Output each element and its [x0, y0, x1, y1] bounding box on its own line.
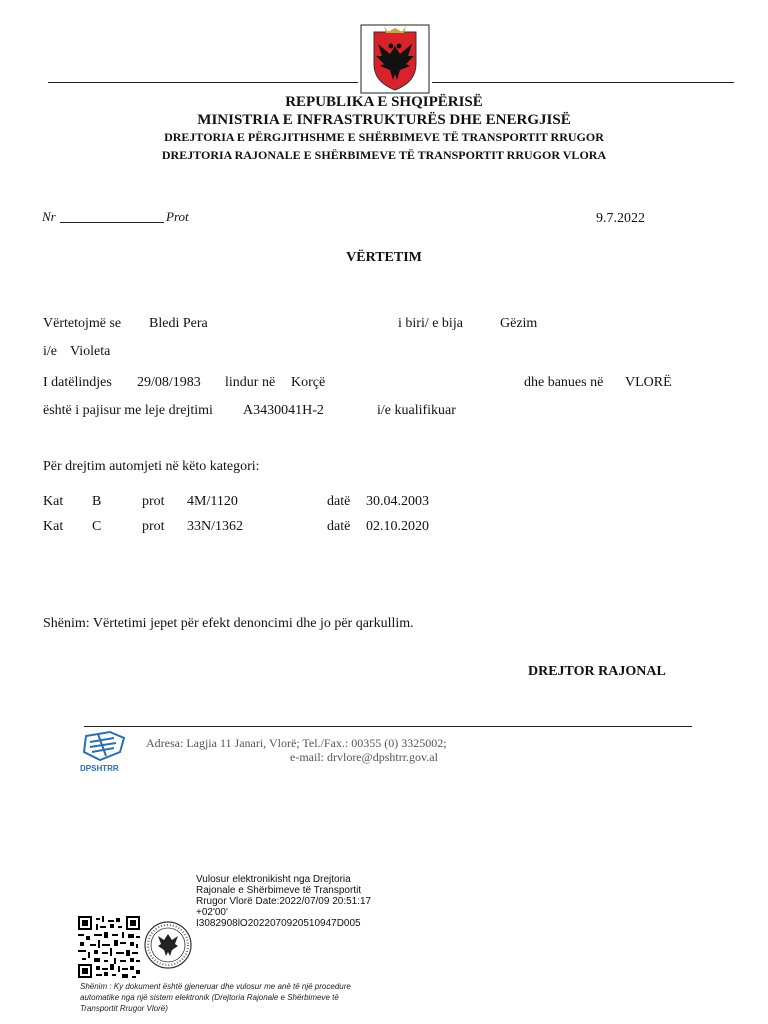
license-label: është i pajisur me leje drejtimi [43, 403, 213, 418]
birth-date: 29/08/1983 [137, 375, 201, 390]
kat-label: Kat [43, 519, 64, 534]
date-value: 02.10.2020 [366, 519, 429, 534]
certify-label: Vërtetojmë se [43, 316, 122, 331]
header-line-right [432, 82, 734, 83]
resides-label: dhe banues në [524, 375, 604, 390]
prot-label: Prot [166, 209, 189, 224]
kat-label: Kat [43, 494, 64, 509]
logo-text: DPSHTRR [80, 764, 119, 773]
footer-note: Shënim : Ky dokument është gjeneruar dhe vulosur me anë të një procedure automatike nga një sistem elektronik (Drejtoria Rajonale e Shërbimeve të Transportit Rrugor Vlorë) [80, 982, 351, 1013]
round-seal-icon [143, 920, 193, 970]
e-seal-text: Vulosur elektronikisht nga Drejtoria Rajonale e Shërbimeve të Transportit Rrugor Vlorë Date:2022/07/09 20:51:17 +02'00' I3082908lO2022070920510947D005 [196, 874, 372, 929]
note-text: Shënim: Vërtetimi jepet për efekt denoncimi dhe jo për qarkullim. [43, 616, 414, 631]
nr-label: Nr [42, 209, 56, 224]
person-name: Bledi Pera [149, 316, 208, 331]
birth-label: I datëlindjes [43, 375, 112, 390]
mother-label: i/e [43, 344, 57, 359]
directorate-regional-heading: DREJTORIA RAJONALE E SHËRBIMEVE TË TRANSPORTIT RRUGOR VLORA [161, 148, 607, 162]
date-label: datë [327, 519, 351, 534]
father-name: Gëzim [500, 316, 538, 331]
signatory-title: DREJTOR RAJONAL [528, 664, 666, 679]
document-title: VËRTETIM [346, 250, 422, 265]
prot-value: 33N/1362 [187, 519, 243, 534]
prot-label: prot [142, 494, 165, 509]
dpshtrr-logo-icon [80, 730, 130, 764]
mother-name: Violeta [70, 344, 111, 359]
residence: VLORË [625, 375, 672, 390]
republic-heading: REPUBLIKA E SHQIPËRISË [285, 94, 483, 110]
qr-code-icon [78, 916, 140, 978]
footer-email: e-mail: drvlore@dpshtrr.gov.al [290, 750, 438, 764]
header-line-left [48, 82, 358, 83]
qualified-label: i/e kualifikuar [377, 403, 456, 418]
kat-value: B [92, 494, 102, 509]
born-label: lindur në [225, 375, 276, 390]
prot-value: 4M/1120 [187, 494, 238, 509]
footer-line [84, 726, 692, 727]
document-date: 9.7.2022 [596, 211, 645, 226]
nr-underline [60, 222, 164, 223]
dpshtrr-logo [80, 730, 130, 776]
ministry-heading: MINISTRIA E INFRASTRUKTURËS DHE ENERGJISË [197, 112, 571, 128]
date-label: datë [327, 494, 351, 509]
license-number: A3430041H-2 [243, 403, 324, 418]
birth-place: Korçë [291, 375, 326, 390]
child-label: i biri/ e bija [398, 316, 463, 331]
directorate-general-heading: DREJTORIA E PËRGJITHSHME E SHËRBIMEVE TË TRANSPORTIT RRUGOR [164, 130, 604, 144]
kat-value: C [92, 519, 102, 534]
albania-emblem-icon [360, 24, 430, 94]
date-value: 30.04.2003 [366, 494, 429, 509]
categories-intro: Për drejtim automjeti në këto kategori: [43, 459, 260, 474]
footer-address: Adresa: Lagjia 11 Janari, Vlorë; Tel./Fax.: 00355 (0) 3325002; [146, 736, 447, 750]
prot-label: prot [142, 519, 165, 534]
